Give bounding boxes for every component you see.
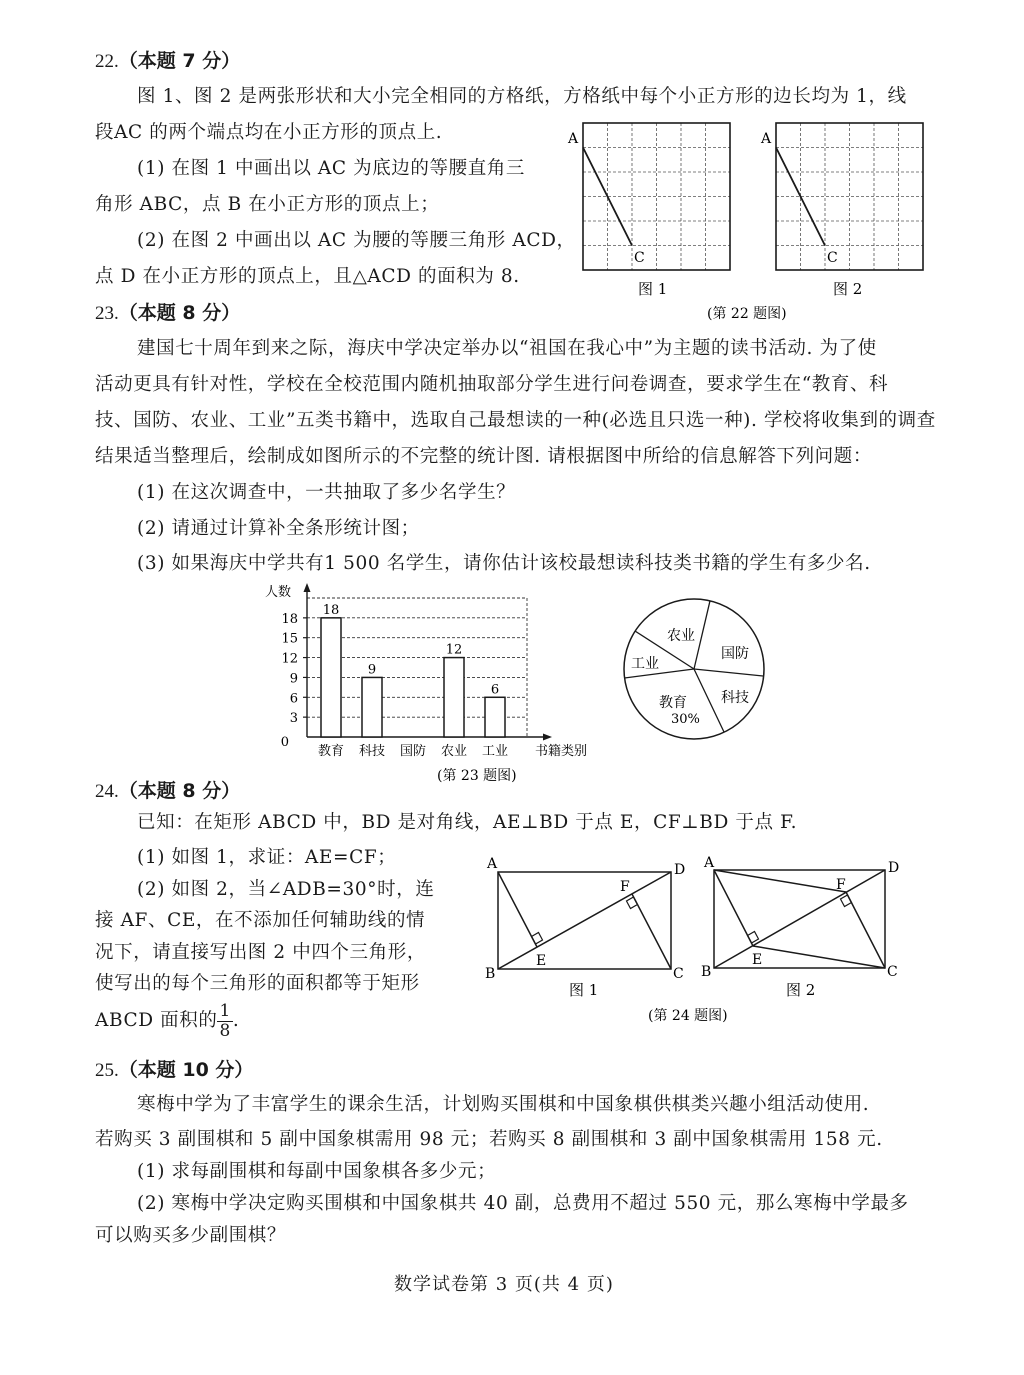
bar bbox=[444, 658, 464, 737]
bar bbox=[362, 677, 382, 737]
q23-text-line2: 活动更具有针对性，学校在全校范围内随机抽取部分学生进行问卷调查，要求学生在“教育、科 bbox=[95, 374, 889, 395]
q22-fig1-caption: 图 1 bbox=[638, 280, 668, 298]
q24-sub2-line4: 使写出的每个三角形的面积都等于矩形 bbox=[95, 973, 420, 994]
q22-label-a-2: A bbox=[761, 131, 772, 147]
pie-label-science: 科技 bbox=[721, 690, 749, 706]
bar bbox=[485, 697, 505, 737]
q24-sub2-line3: 况下，请直接写出图 2 中四个三角形， bbox=[95, 942, 426, 963]
q23-text-line4: 结果适当整理后，绘制成如图所示的不完整的统计图. 请根据图中所给的信息解答下列问题： bbox=[95, 446, 872, 467]
q24-segment-ae-1 bbox=[498, 872, 537, 947]
q22-label-c-2: C bbox=[827, 250, 838, 266]
q22-points: （本题 7 分） bbox=[118, 50, 241, 72]
q24-fig1-label-b: B bbox=[485, 966, 496, 982]
y-tick-label: 3 bbox=[289, 711, 298, 727]
q22-figures bbox=[560, 118, 940, 328]
q24-fig2-label-d: D bbox=[888, 860, 900, 876]
q23-points: （本题 8 分） bbox=[118, 302, 241, 324]
q22-fig2-caption: 图 2 bbox=[833, 280, 863, 298]
fraction-one-eighth bbox=[217, 1002, 232, 1040]
q24-sub2-line5-suffix: . bbox=[232, 1010, 240, 1032]
pie-label-defense: 国防 bbox=[721, 646, 749, 662]
bar-data-label: 18 bbox=[322, 602, 340, 618]
q23-sub2: (2) 请通过计算补全条形统计图； bbox=[137, 518, 420, 539]
x-axis-label: 书籍类别 bbox=[535, 744, 588, 759]
q24-segment-cf-2 bbox=[846, 892, 885, 968]
q24-fig2-label-e: E bbox=[752, 952, 763, 968]
q24-fig2-caption: 图 2 bbox=[786, 981, 816, 999]
bar-data-label: 12 bbox=[445, 642, 463, 658]
q23-text-line3: 技、国防、农业、工业”五类书籍中，选取自己最想读的一种(必选且只选一种). 学校将收集到的调查 bbox=[95, 410, 936, 431]
q22-sub2-line2: 点 D 在小正方形的顶点上，且△ACD 的面积为 8. bbox=[95, 266, 520, 287]
y-axis-arrow-icon bbox=[304, 583, 311, 592]
q25-sub1: (1) 求每副围棋和每副中国象棋各多少元； bbox=[137, 1161, 497, 1182]
q22-heading bbox=[95, 46, 240, 73]
x-axis-arrow-icon bbox=[543, 734, 552, 741]
q24-number: 24. bbox=[95, 781, 119, 802]
q24-fig1-label-c: C bbox=[673, 966, 684, 982]
x-category-label: 科技 bbox=[358, 744, 386, 759]
q24-fig2-label-f: F bbox=[836, 877, 846, 893]
q25-text-line2: 若购买 3 副围棋和 5 副中国象棋需用 98 元；若购买 8 副围棋和 3 副中国象棋需用 158 元. bbox=[95, 1129, 883, 1150]
q24-segment-cf-1 bbox=[632, 894, 671, 969]
q22-figure-caption: (第 22 题图) bbox=[707, 306, 787, 322]
y-tick-label: 6 bbox=[289, 691, 298, 707]
q24-sub2-line1: (2) 如图 2，当∠ADB=30°时，连 bbox=[137, 879, 435, 900]
fraction-numerator: 1 bbox=[219, 1001, 231, 1021]
q22-sub1-line1: (1) 在图 1 中画出以 AC 为底边的等腰直角三 bbox=[137, 158, 525, 179]
q24-fig2-label-c: C bbox=[887, 964, 898, 980]
x-category-label: 教育 bbox=[317, 744, 345, 759]
q24-fig1-label-e: E bbox=[536, 953, 547, 969]
q24-figure-caption: (第 24 题图) bbox=[648, 1008, 728, 1024]
pie-divider-1 bbox=[694, 601, 710, 669]
q24-points: （本题 8 分） bbox=[118, 780, 241, 802]
q24-text-line1: 已知：在矩形 ABCD 中，BD 是对角线，AE⊥BD 于点 E，CF⊥BD 于点 F. bbox=[137, 812, 798, 833]
bar-data-label: 6 bbox=[490, 682, 500, 698]
q24-fig1-caption: 图 1 bbox=[569, 981, 599, 999]
pie-label-industry: 工业 bbox=[631, 656, 659, 672]
q22-text-line1: 图 1、图 2 是两张形状和大小完全相同的方格纸，方格纸中每个小正方形的边长均为 1，线 bbox=[137, 86, 907, 107]
x-category-label: 农业 bbox=[440, 744, 468, 759]
bar-data-label: 9 bbox=[367, 662, 377, 678]
q24-rectangle-figure-1 bbox=[498, 872, 671, 969]
pie-label-education-percent: 30% bbox=[671, 712, 700, 727]
q24-fig1-label-a: A bbox=[487, 856, 498, 872]
pie-divider-2 bbox=[694, 669, 763, 676]
y-tick-label: 18 bbox=[281, 611, 298, 627]
y-tick-label: 15 bbox=[281, 631, 298, 647]
q24-fig2-label-a: A bbox=[704, 855, 715, 871]
q24-fig2-label-b: B bbox=[701, 964, 712, 980]
q24-segment-ce-2 bbox=[753, 946, 885, 968]
q23-number: 23. bbox=[95, 303, 119, 324]
x-category-label: 国防 bbox=[399, 744, 427, 759]
q25-number: 25. bbox=[95, 1060, 119, 1081]
q24-sub1: (1) 如图 1，求证：AE=CF； bbox=[137, 847, 397, 868]
q23-text-line1: 建国七十周年到来之际，海庆中学决定举办以“祖国在我心中”为主题的读书活动. 为了使 bbox=[137, 338, 877, 359]
pie-label-education: 教育 bbox=[659, 695, 687, 711]
page-footer: 数学试卷第 3 页(共 4 页) bbox=[394, 1274, 614, 1295]
pie-label-agriculture: 农业 bbox=[667, 628, 695, 644]
q24-sub2-line5-prefix: ABCD 面积的 bbox=[95, 1010, 218, 1032]
x-category-label: 工业 bbox=[481, 744, 509, 759]
q25-points: （本题 10 分） bbox=[118, 1059, 254, 1081]
q23-pie-chart bbox=[615, 590, 775, 750]
q23-sub1: (1) 在这次调查中，一共抽取了多少名学生？ bbox=[137, 482, 516, 503]
q24-fig1-label-d: D bbox=[674, 862, 686, 878]
q22-label-a-1: A bbox=[568, 131, 579, 147]
q24-heading bbox=[95, 776, 240, 803]
q22-text-line2: 段AC 的两个端点均在小正方形的顶点上. bbox=[95, 122, 443, 143]
y-tick-label: 12 bbox=[281, 651, 298, 667]
q22-label-c-1: C bbox=[634, 250, 645, 266]
q24-sub2-line5 bbox=[95, 1002, 239, 1040]
q23-figure-caption: (第 23 题图) bbox=[437, 768, 517, 784]
q25-heading bbox=[95, 1055, 253, 1082]
q24-sub2-line2: 接 AF、CE，在不添加任何辅助线的情 bbox=[95, 910, 426, 931]
q24-rectangle-figure-2 bbox=[714, 870, 885, 968]
q22-sub2-line1: (2) 在图 2 中画出以 AC 为腰的等腰三角形 ACD， bbox=[137, 230, 576, 251]
y-axis-label: 人数 bbox=[265, 585, 292, 600]
y-tick-label: 0 bbox=[280, 735, 289, 750]
q23-sub3: (3) 如果海庆中学共有1 500 名学生，请你估计该校最想读科技类书籍的学生有多少名. bbox=[137, 553, 871, 574]
q24-segment-af-2 bbox=[714, 870, 846, 892]
q22-grid-figure-1 bbox=[567, 123, 730, 298]
q22-number: 22. bbox=[95, 51, 119, 72]
q22-grid-figure-2 bbox=[760, 123, 923, 298]
y-tick-label: 9 bbox=[289, 671, 298, 687]
q23-heading bbox=[95, 298, 240, 325]
q22-sub1-line2: 角形 ABC，点 B 在小正方形的顶点上； bbox=[95, 194, 440, 215]
q25-text-line1: 寒梅中学为了丰富学生的课余生活，计划购买围棋和中国象棋供棋类兴趣小组活动使用. bbox=[137, 1094, 870, 1115]
q23-bar-chart bbox=[255, 578, 615, 788]
q25-sub2-line1: (2) 寒梅中学决定购买围棋和中国象棋共 40 副，总费用不超过 550 元，那么寒梅中学最多 bbox=[137, 1193, 909, 1214]
q24-segment-ae-2 bbox=[714, 870, 753, 946]
fraction-denominator: 8 bbox=[219, 1020, 231, 1041]
q25-sub2-line2: 可以购买多少副围棋？ bbox=[95, 1225, 287, 1246]
bar bbox=[321, 618, 341, 737]
q24-figures bbox=[478, 850, 918, 1030]
q24-fig1-label-f: F bbox=[620, 879, 630, 895]
